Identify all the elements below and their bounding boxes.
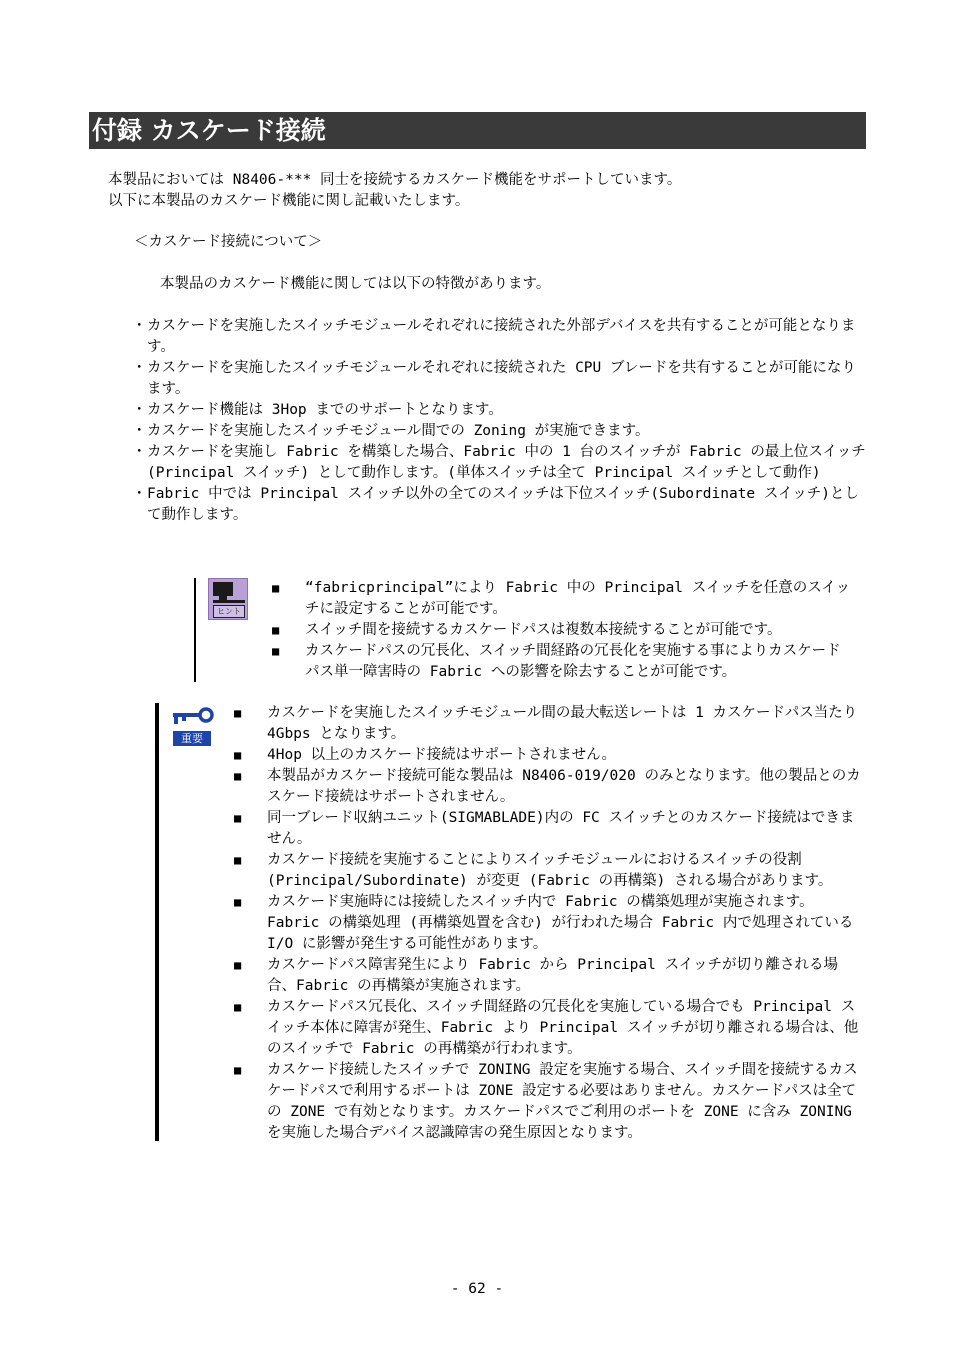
lead-paragraph: 本製品のカスケード機能に関しては以下の特徴があります。 <box>160 276 551 292</box>
list-item: ■ カスケードパス冗長化、スイッチ間経路の冗長化を実施している場合でも Principal スイッチ本体に障害が発生、Fabric より Principal スイッチが切り離される場合は、他のスイッチで Fabric の再構築が行われます。 <box>234 997 862 1060</box>
page-number: - 62 - <box>450 1281 504 1297</box>
important-icon-label: 重要 <box>173 731 211 746</box>
important-list <box>234 703 862 1144</box>
list-item: ・ Fabric 中では Principal スイッチ以外の全てのスイッチは下位スイッチ(Subordinate スイッチ)として動作します。 <box>132 484 866 526</box>
hint-box <box>194 578 856 682</box>
page-title: 付録 カスケード接続 <box>89 112 866 149</box>
intro-line: 以下に本製品のカスケード機能に関し記載いたします。 <box>108 193 470 209</box>
feature-list <box>132 316 866 526</box>
list-item: ■ カスケード接続を実施することによりスイッチモジュールにおけるスイッチの役割 (Principal/Subordinate) が変更 (Fabric の再構築) される場合があります。 <box>234 850 862 892</box>
hint-icon <box>208 578 248 620</box>
intro-text <box>108 170 868 212</box>
key-icon <box>171 706 215 746</box>
list-item: ■ カスケードパスの冗長化、スイッチ間経路の冗長化を実施する事によりカスケードパス単一障害時の Fabric への影響を除去することが可能です。 <box>272 641 852 683</box>
list-item: ・ カスケードを実施し Fabric を構築した場合、Fabric 中の 1 台のスイッチが Fabric の最上位スイッチ (Principal スイッチ) として動作します。(単体スイッチは全て Principal スイッチとして動作) <box>132 442 866 484</box>
list-item: ・ カスケード機能は 3Hop までのサポートとなります。 <box>132 400 866 421</box>
list-item: ■ スイッチ間を接続するカスケードパスは複数本接続することが可能です。 <box>272 620 852 641</box>
list-item: ・ カスケードを実施したスイッチモジュールそれぞれに接続された CPU ブレードを共有することが可能になります。 <box>132 358 866 400</box>
hint-icon-label: ヒント <box>213 605 245 618</box>
list-item: ・ カスケードを実施したスイッチモジュールそれぞれに接続された外部デバイスを共有することが可能となります。 <box>132 316 866 358</box>
list-item: ・ カスケードを実施したスイッチモジュール間での Zoning が実施できます。 <box>132 421 866 442</box>
list-item: ■ カスケード接続したスイッチで ZONING 設定を実施する場合、スイッチ間を接続するカスケードパスで利用するポートは ZONE 設定する必要はありません。カスケードパスは全ての ZONE で有効となります。カスケードパスでご利用のポートを ZONE に含み ZONING を実施した場合デバイス認識障害の発生原因となります。 <box>234 1060 862 1144</box>
list-item: ■ 4Hop 以上のカスケード接続はサポートされません。 <box>234 745 862 766</box>
section-subheading: ＜カスケード接続について＞ <box>134 234 323 250</box>
list-item: ■ “fabricprincipal”により Fabric 中の Principal スイッチを任意のスイッチに設定することが可能です。 <box>272 578 852 620</box>
list-item: ■ 本製品がカスケード接続可能な製品は N8406-019/020 のみとなります。他の製品とのカスケード接続はサポートされません。 <box>234 766 862 808</box>
important-box <box>155 703 869 1141</box>
hint-list <box>272 578 852 683</box>
intro-line: 本製品においては N8406-*** 同士を接続するカスケード機能をサポートしています。 <box>108 172 682 188</box>
list-item: ■ カスケードを実施したスイッチモジュール間の最大転送レートは 1 カスケードパス当たり 4Gbps となります。 <box>234 703 862 745</box>
list-item: ■ 同一ブレード収納ユニット(SIGMABLADE)内の FC スイッチとのカスケード接続はできません。 <box>234 808 862 850</box>
list-item: ■ カスケード実施時には接続したスイッチ内で Fabric の構築処理が実施されます。Fabric の構築処理 (再構築処置を含む) が行われた場合 Fabric 内で処理されている I/O に影響が発生する可能性があります。 <box>234 892 862 955</box>
list-item: ■ カスケードパス障害発生により Fabric から Principal スイッチが切り離される場合、Fabric の再構築が実施されます。 <box>234 955 862 997</box>
